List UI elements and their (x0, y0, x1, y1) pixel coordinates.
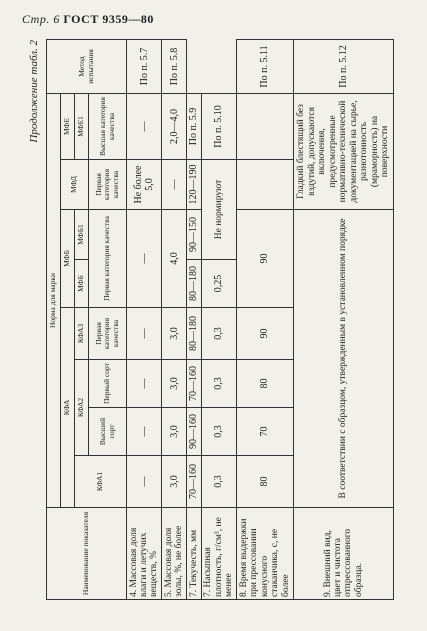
row-method: По п. 5.10 (201, 93, 236, 159)
row-name: 4. Массовая доля влаги и летучих веществ, % (127, 508, 162, 600)
col-kfa3-cat: Первая категория качества (89, 308, 127, 360)
row-method: По п. 5.11 (236, 39, 293, 93)
col-mfb: МФБ (61, 210, 75, 308)
cell: 90 (236, 308, 293, 360)
col-name-header: Наименование показателя (47, 508, 127, 600)
table-row (127, 39, 162, 599)
cell: — (127, 408, 162, 456)
col-mfe1: МФЕ1 (75, 93, 89, 159)
cell: 70—160 (187, 456, 201, 508)
col-kfa2: КФА2 (75, 360, 89, 456)
col-mfb-sub: МФБ (75, 260, 89, 308)
cell: — (127, 93, 162, 159)
row-name: 9. Внешний вид, цвет и чистота отпрессованного образца. (293, 508, 393, 600)
cell: 0,3 (201, 456, 236, 508)
table-row (201, 39, 236, 599)
col-mfe: МФЕ (61, 93, 75, 159)
table-row (293, 39, 393, 599)
cell: 80 (236, 456, 293, 508)
cell: 80—180 (187, 308, 201, 360)
cell: 70—160 (187, 360, 201, 408)
col-kfa1: КФА1 (75, 456, 127, 508)
standard-number: ГОСТ 9359—80 (63, 12, 154, 26)
cell (236, 93, 293, 159)
row-method: По п. 5.9 (187, 93, 201, 159)
row-name: 7. Насыпная плотность, г/см³, не менее (201, 508, 236, 600)
cell: 0,3 (201, 408, 236, 456)
cell: Не более 5,0 (127, 160, 162, 210)
cell: 3,0 (162, 308, 187, 360)
col-mfb1: МФБ1 (75, 210, 89, 260)
col-mfe-cat: Высшая категория качества (89, 93, 127, 159)
cell: 0,25 (201, 260, 236, 308)
col-mfb-cat: Первая категория качества (89, 210, 127, 308)
cell: 2,0—4,0 (162, 93, 187, 159)
col-method-header: Метод испытания (47, 39, 127, 93)
row-name: 5. Массовая доля золы, %, не более (162, 508, 187, 600)
col-kfa: КФА (61, 308, 75, 508)
cell: 120—190 (187, 160, 201, 210)
row-method: По п. 5.8 (162, 39, 187, 93)
cell: 90—160 (187, 408, 201, 456)
cell: — (127, 360, 162, 408)
col-first-grade: Первый сорт (89, 360, 127, 408)
continuation-label: Продолжение табл. 2 (28, 40, 40, 143)
cell: 3,0 (162, 456, 187, 508)
cell-agreed: В соответствии с образцом, утвержденным в установленном порядке (293, 210, 393, 508)
table-row (187, 39, 201, 599)
table-row (162, 39, 187, 599)
cell: — (162, 160, 187, 210)
page-header (22, 12, 154, 27)
cell: 4,0 (162, 210, 187, 308)
page-prefix: Стр. (22, 12, 50, 26)
cell: 90 (236, 210, 293, 308)
cell: 0,3 (201, 308, 236, 360)
cell: 70 (236, 408, 293, 456)
cell: 80—180 (187, 260, 201, 308)
row-method: По п. 5.7 (127, 39, 162, 93)
col-kfa3: КФА3 (75, 308, 89, 360)
col-mfd: МФД (61, 160, 89, 210)
cell (236, 160, 293, 210)
col-mfd-cat: Первая категория качества (89, 160, 127, 210)
cell: 3,0 (162, 360, 187, 408)
cell: 3,0 (162, 408, 187, 456)
row-name: 8. Время выдержки при прессовании конусного стаканчика, с, не более (236, 508, 293, 600)
cell: 80 (236, 360, 293, 408)
cell: 0,3 (201, 360, 236, 408)
col-highest-grade: Высший сорт (89, 408, 127, 456)
cell: — (127, 210, 162, 308)
row-name: 7. Текучесть, мм (187, 508, 201, 600)
table-row (236, 39, 293, 599)
cell: — (127, 456, 162, 508)
cell: — (127, 308, 162, 360)
row-method: По п. 5.12 (293, 39, 393, 93)
col-norm-header: Норма для марки (47, 93, 61, 507)
cell-special: Гладкий блестящий без вздутий, допускаются включения, предусмотренные нормативно-технической документацией на сырье, разнотонность (мраморность) на поверхности (293, 93, 393, 209)
rotated-table-area (28, 40, 398, 600)
page-number: 6 (53, 12, 60, 26)
cell: 90—150 (187, 210, 201, 260)
norms-table (46, 39, 394, 600)
cell-not-normed: Не нормируют (201, 160, 236, 260)
